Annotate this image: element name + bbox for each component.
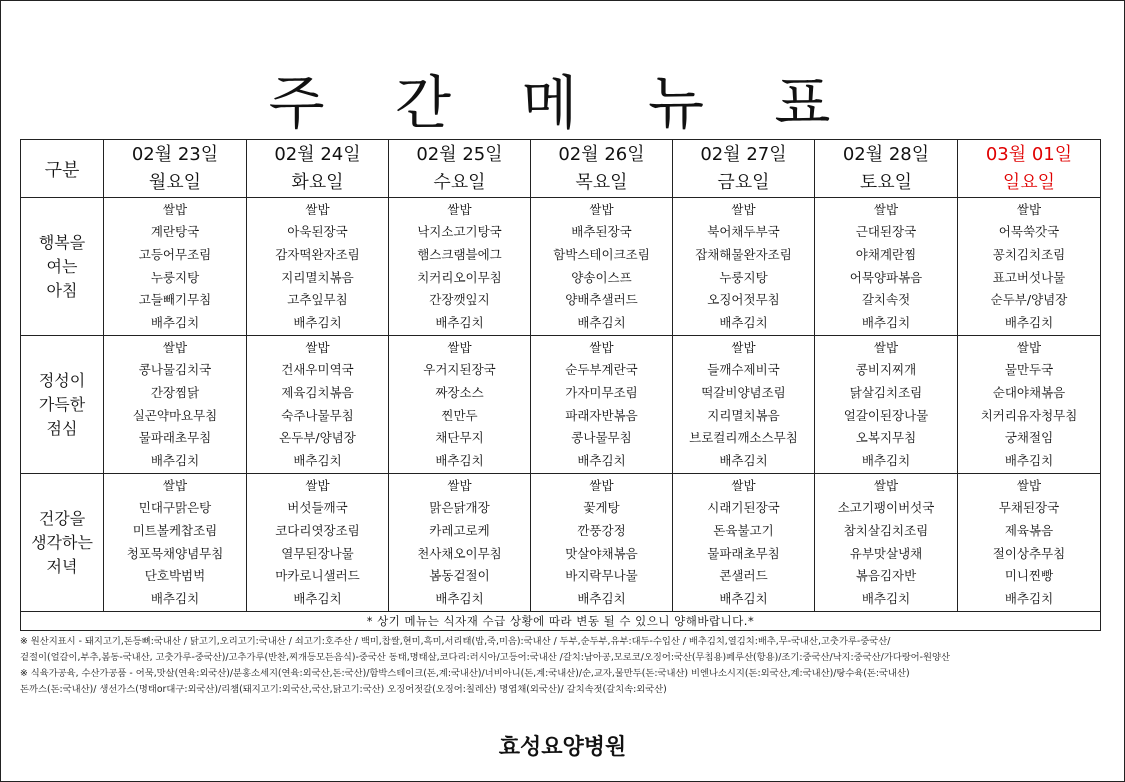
- menu-item: 참치살김치조림: [843, 522, 929, 538]
- menu-cell: [815, 474, 958, 612]
- menu-item: 양배추샐러드: [565, 292, 638, 308]
- menu-item: 배추김치: [1004, 452, 1054, 468]
- menu-item: 햄스크램블에그: [417, 246, 502, 262]
- menu-item: 배추김치: [861, 452, 911, 468]
- day-date: 02월 24일: [274, 143, 361, 165]
- menu-item: 쌀밥: [305, 477, 330, 493]
- menu-item: 고추잎무침: [287, 292, 348, 308]
- menu-item: 쌀밥: [589, 339, 614, 355]
- menu-item: 물만두국: [1004, 362, 1054, 378]
- menu-item: 근대된장국: [855, 224, 917, 240]
- menu-item: 짜장소스: [435, 384, 484, 400]
- menu-item: 쌀밥: [447, 477, 472, 493]
- menu-item: 제육볶음: [1004, 522, 1054, 538]
- day-header: [389, 140, 531, 198]
- menu-item: 버섯들깨국: [287, 500, 348, 516]
- menu-item: 간장찜닭: [150, 384, 200, 400]
- menu-item: 어묵양파볶음: [849, 269, 923, 285]
- origin-line: 돈까스(돈:국내산)/ 생선가스(명태or대구:외국산)/리챔(돼지고기:외국산,국산,닭고기:국산) 오징어젓갈(오징어:칠레산) 명엽채(외국산)/ 갈치속젓(갈치속:외국산): [20, 684, 667, 695]
- menu-cell: [247, 336, 389, 474]
- menu-cell: [247, 198, 389, 336]
- menu-item: 계란탕국: [150, 224, 200, 240]
- menu-item: 무채된장국: [998, 500, 1060, 516]
- menu-item: 콩나물김치국: [138, 362, 212, 378]
- day-date: 02월 28일: [842, 143, 930, 165]
- menu-item: 고들빼기무침: [138, 292, 212, 308]
- menu-cell: [389, 198, 531, 336]
- day-date: 02월 27일: [700, 143, 787, 165]
- origin-line: 겉절이(얼갈이,부추,봄동-국내산, 고춧가루-중국산)/고추가루(반찬,찌개등모든음식)-중국산 동태,명태살,코다리:러시아/고등어:국내산 /갈치:남아공,모로코/오징어:국산(무침용)페루산(항용)/조기:중국산/낙지:중국산/가다랑어-원양산: [20, 652, 950, 663]
- menu-item: 함박스테이크조림: [553, 246, 650, 262]
- menu-item: 숙주나물무침: [281, 407, 354, 423]
- menu-item: 배추김치: [435, 452, 484, 468]
- menu-item: 배추김치: [861, 314, 911, 330]
- menu-item: 쌀밥: [1016, 477, 1042, 493]
- day-weekday: 수요일: [433, 171, 486, 193]
- menu-item: 단호박범벅: [144, 568, 206, 584]
- day-weekday: 목요일: [575, 171, 628, 193]
- menu-cell: [531, 474, 673, 612]
- menu-item: 배추김치: [577, 590, 626, 606]
- menu-item: 배추김치: [435, 590, 484, 606]
- menu-item: 배추김치: [719, 452, 768, 468]
- menu-item: 배추김치: [861, 590, 911, 606]
- menu-item: 배추김치: [435, 314, 484, 330]
- day-weekday: 토요일: [859, 171, 913, 193]
- menu-item: 잡채해물완자조림: [695, 246, 792, 262]
- meal-row-dinner: [21, 474, 1101, 612]
- menu-item: 채단무지: [435, 430, 484, 446]
- menu-item: 간장깻잎지: [429, 292, 490, 308]
- menu-item: 파래자반볶음: [565, 407, 638, 423]
- menu-item: 꽃게탕: [583, 500, 620, 516]
- menu-item: 찐만두: [441, 407, 478, 423]
- menu-item: 건새우미역국: [281, 362, 354, 378]
- day-header: [104, 140, 247, 198]
- menu-item: 제육김치볶음: [281, 384, 354, 400]
- origin-info: [20, 634, 1110, 698]
- menu-item: 쌀밥: [589, 477, 614, 493]
- origin-line: ※ 원산지표시 - 돼지고기,돈등뼈:국내산 / 닭고기,오리고기:국내산 / 쇠고기:호주산 / 백미,찹쌀,현미,흑미,서리태(밥,죽,미음):국내산 / 두부,순두부,유부:대두-수입산 / 배추김치,열김치:배추,무-국내산,고춧가루-중국산/: [20, 636, 891, 647]
- menu-item: 배추된장국: [571, 224, 632, 240]
- day-header-sunday: [958, 140, 1101, 198]
- menu-item: 어묵쑥갓국: [998, 224, 1060, 240]
- menu-cell: [104, 474, 247, 612]
- menu-item: 배추김치: [577, 452, 626, 468]
- menu-item: 고등어무조림: [138, 246, 212, 262]
- menu-item: 낙지소고기탕국: [417, 224, 502, 240]
- meal-category-label: 정성이 가득한 점심: [21, 336, 104, 474]
- menu-item: 실곤약마요무침: [132, 407, 218, 423]
- menu-cell: [389, 474, 531, 612]
- menu-cell: [673, 198, 815, 336]
- menu-cell: [247, 474, 389, 612]
- meal-category-label: 행복을 여는 아침: [21, 198, 104, 336]
- menu-item: 브로컬리깨소스무침: [689, 430, 798, 446]
- menu-item: 마카로니샐러드: [275, 568, 360, 584]
- day-date: 02월 26일: [558, 143, 645, 165]
- menu-item: 콘샐러드: [719, 568, 768, 584]
- menu-item: 배추김치: [1004, 590, 1054, 606]
- menu-item: 배추김치: [293, 590, 342, 606]
- menu-item: 시래기된장국: [707, 500, 780, 516]
- menu-item: 깐풍강정: [577, 522, 626, 538]
- menu-item: 배추김치: [293, 452, 342, 468]
- notice-text: * 상기 메뉴는 식자재 수급 상황에 따라 변동 될 수 있으니 양해바랍니다.*: [21, 612, 1101, 631]
- menu-item: 배추김치: [150, 452, 200, 468]
- menu-item: 바지락무나물: [565, 568, 638, 584]
- notice-row: [21, 612, 1101, 631]
- menu-item: 쌀밥: [447, 201, 472, 217]
- menu-item: 감자떡완자조림: [275, 246, 360, 262]
- menu-item: 돈육불고기: [713, 522, 774, 538]
- menu-item: 얼갈이된장나물: [843, 407, 929, 423]
- menu-item: 쌀밥: [731, 339, 756, 355]
- menu-item: 북어채두부국: [707, 224, 780, 240]
- menu-cell: [531, 336, 673, 474]
- menu-item: 절이상추무침: [992, 545, 1066, 561]
- menu-cell: [531, 198, 673, 336]
- menu-item: 표고버섯나물: [992, 269, 1066, 285]
- menu-item: 떡갈비양념조림: [701, 384, 786, 400]
- menu-item: 배추김치: [150, 590, 200, 606]
- menu-item: 유부맛살냉채: [849, 545, 923, 561]
- page-title: 주 간 메 뉴 표: [268, 69, 857, 137]
- menu-item: 치커리유자청무침: [980, 407, 1078, 423]
- menu-item: 카레고로케: [429, 522, 490, 538]
- menu-cell: [958, 336, 1101, 474]
- menu-item: 배추김치: [577, 314, 626, 330]
- menu-cell: [815, 198, 958, 336]
- menu-item: 미트볼케찹조림: [132, 522, 218, 538]
- menu-item: 쌀밥: [305, 339, 330, 355]
- menu-item: 쌀밥: [1016, 201, 1042, 217]
- menu-item: 배추김치: [293, 314, 342, 330]
- menu-item: 맛살야채볶음: [565, 545, 638, 561]
- menu-item: 맑은닭개장: [429, 500, 490, 516]
- day-header: [531, 140, 673, 198]
- menu-item: 민대구맑은탕: [138, 500, 212, 516]
- category-header: 구분: [21, 140, 104, 198]
- menu-item: 갈치속젓: [861, 292, 911, 308]
- day-header: [815, 140, 958, 198]
- menu-item: 배추김치: [150, 314, 200, 330]
- menu-item: 쌀밥: [731, 201, 756, 217]
- menu-cell: [389, 336, 531, 474]
- menu-item: 배추김치: [719, 314, 768, 330]
- menu-item: 미니찐빵: [1004, 568, 1054, 584]
- menu-item: 궁채절임: [1004, 430, 1054, 446]
- day-header: [247, 140, 389, 198]
- menu-item: 쌀밥: [305, 201, 330, 217]
- menu-item: 온두부/양념장: [279, 430, 356, 446]
- origin-line: ※ 식육가공육, 수산가공품 - 어묵,맛살(연육:외국산)/분홍소세지(연육:외국산,돈:국산)/함박스테이크(돈,계:국내산)/너비아니(돈,계:국내산)/순,교자,물만두(돈:국내산) 비엔나소시지(돈:외국산,계:국내산)/탕수육(돈:국내산): [20, 668, 910, 679]
- day-date: 02월 23일: [131, 143, 219, 165]
- menu-item: 야채계란찜: [855, 246, 917, 262]
- menu-item: 쌀밥: [447, 339, 472, 355]
- menu-cell: [104, 336, 247, 474]
- menu-item: 콩나물무침: [571, 430, 632, 446]
- meal-category-label: 건강을 생각하는 저녁: [21, 474, 104, 612]
- menu-cell: [673, 336, 815, 474]
- menu-item: 쌀밥: [731, 477, 756, 493]
- menu-item: 배추김치: [719, 590, 768, 606]
- menu-item: 지리멸치볶음: [281, 269, 354, 285]
- menu-item: 쌀밥: [162, 477, 188, 493]
- menu-cell: [104, 198, 247, 336]
- menu-item: 오복지무침: [855, 430, 917, 446]
- menu-item: 순대야채볶음: [992, 384, 1066, 400]
- menu-item: 누룽지탕: [719, 269, 768, 285]
- day-weekday: 금요일: [717, 171, 770, 193]
- menu-item: 오징어젓무침: [707, 292, 780, 308]
- menu-item: 쌀밥: [162, 339, 188, 355]
- menu-item: 쌀밥: [873, 339, 899, 355]
- menu-item: 쌀밥: [873, 477, 899, 493]
- menu-item: 청포묵채양념무침: [126, 545, 224, 561]
- menu-item: 봄동겉절이: [429, 568, 490, 584]
- menu-cell: [958, 198, 1101, 336]
- menu-cell: [673, 474, 815, 612]
- day-date: 02월 25일: [416, 143, 503, 165]
- menu-item: 배추김치: [1004, 314, 1054, 330]
- day-header: [673, 140, 815, 198]
- meal-row-lunch: [21, 336, 1101, 474]
- menu-item: 물파래초무침: [138, 430, 212, 446]
- header-row: [21, 140, 1101, 198]
- menu-item: 양송이스프: [571, 269, 632, 285]
- menu-item: 쌀밥: [1016, 339, 1042, 355]
- day-weekday: 일요일: [1002, 171, 1056, 193]
- meal-row-breakfast: [21, 198, 1101, 336]
- menu-item: 아욱된장국: [287, 224, 348, 240]
- hospital-name: 효성요양병원: [498, 735, 627, 760]
- day-weekday: 월요일: [148, 171, 202, 193]
- menu-cell: [815, 336, 958, 474]
- menu-item: 치커리오이무침: [417, 269, 502, 285]
- weekly-menu-table: [20, 139, 1101, 631]
- menu-item: 볶음김자반: [855, 568, 917, 584]
- menu-item: 쌀밥: [162, 201, 188, 217]
- menu-item: 쌀밥: [873, 201, 899, 217]
- menu-item: 물파래초무침: [707, 545, 780, 561]
- menu-cell: [958, 474, 1101, 612]
- menu-item: 닭살김치조림: [849, 384, 923, 400]
- menu-item: 우거지된장국: [423, 362, 496, 378]
- menu-item: 열무된장나물: [281, 545, 354, 561]
- menu-item: 가자미무조림: [565, 384, 638, 400]
- menu-item: 천사채오이무침: [417, 545, 502, 561]
- menu-item: 지리멸치볶음: [707, 407, 780, 423]
- menu-item: 쌀밥: [589, 201, 614, 217]
- menu-item: 소고기팽이버섯국: [837, 500, 935, 516]
- menu-item: 순두부계란국: [565, 362, 638, 378]
- menu-item: 코다리엿장조림: [275, 522, 360, 538]
- menu-item: 콩비지찌개: [855, 362, 917, 378]
- day-date: 03월 01일: [985, 143, 1073, 165]
- menu-item: 누룽지탕: [150, 269, 200, 285]
- menu-item: 들깨수제비국: [707, 362, 780, 378]
- menu-item: 순두부/양념장: [990, 292, 1068, 308]
- day-weekday: 화요일: [291, 171, 344, 193]
- menu-item: 꽁치김치조림: [992, 246, 1066, 262]
